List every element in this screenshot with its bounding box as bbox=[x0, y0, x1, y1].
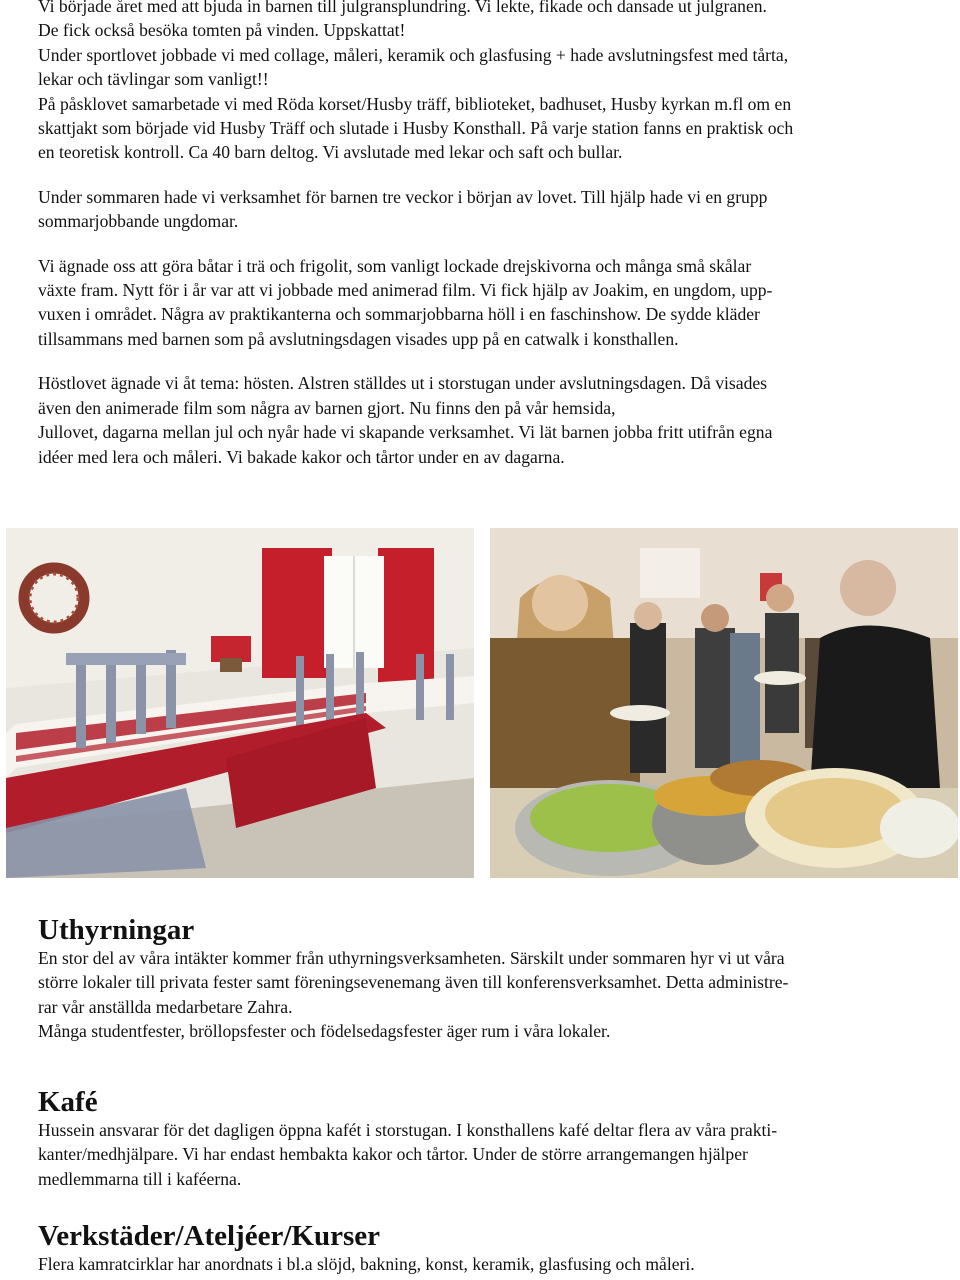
section-heading: Kafé bbox=[38, 1086, 98, 1118]
text-line: växte fram. Nytt för i år var att vi jobbade med animerad film. Vi fick hjälp av Joakim, en ungdom, upp- bbox=[38, 280, 773, 301]
intro-paragraph-1 bbox=[38, 0, 920, 165]
text-line: idéer med lera och måleri. Vi bakade kakor och tårtor under en av dagarna. bbox=[38, 446, 565, 467]
text-line: större lokaler till privata fester samt föreningsevenemang även till konferensverksamhet. Detta administre- bbox=[38, 972, 789, 993]
section-uthyrningar bbox=[38, 914, 920, 1044]
intro-paragraph-2 bbox=[38, 185, 920, 234]
text-line: rar vår anställda medarbetare Zahra. bbox=[38, 996, 293, 1017]
section-verkstader bbox=[38, 1220, 920, 1276]
text-line: sommarjobbande ungdomar. bbox=[38, 211, 239, 232]
text-line: lekar och tävlingar som vanligt!! bbox=[38, 69, 269, 90]
text-line: vuxen i området. Några av praktikanterna och sommarjobbarna höll i en faschinshow. De sydde kläder bbox=[38, 304, 760, 325]
section-heading: Uthyrningar bbox=[38, 914, 195, 946]
text-line: Jullovet, dagarna mellan jul och nyår hade vi skapande verksamhet. Vi lät barnen jobba fritt utifrån egna bbox=[38, 422, 773, 443]
section-body bbox=[38, 1118, 920, 1191]
text-line: Flera kamratcirklar har anordnats i bl.a slöjd, bakning, konst, keramik, glasfusing och måleri. bbox=[38, 1254, 695, 1274]
intro-text bbox=[38, 0, 920, 469]
text-line: tillsammans med barnen som på avslutningsdagen visades upp på en catwalk i konsthallen. bbox=[38, 328, 679, 349]
section-body bbox=[38, 946, 920, 1044]
dining-room-photo bbox=[6, 528, 474, 878]
text-line: Under sommaren hade vi verksamhet för barnen tre veckor i början av lovet. Till hjälp hade vi en grupp bbox=[38, 186, 768, 207]
text-line: Hussein ansvarar för det dagligen öppna kafét i storstugan. I konsthallens kafé deltar flera av våra prakti- bbox=[38, 1120, 778, 1140]
text-line: Vi började året med att bjuda in barnen till julgransplundring. Vi lekte, fikade och dansade ut julgranen. bbox=[38, 0, 767, 16]
text-line: På påsklovet samarbetade vi med Röda korset/Husby träff, biblioteket, badhuset, Husby kyrkan m.fl om en bbox=[38, 93, 792, 114]
text-line: kanter/medhjälpare. Vi har endast hembakta kakor och tårtor. Under de större arrangemangen hjälper bbox=[38, 1144, 748, 1165]
intro-paragraph-3 bbox=[38, 254, 920, 352]
text-line: även den animerade film som några av barnen gjort. Nu finns den på vår hemsida, bbox=[38, 397, 616, 418]
buffet-party-photo bbox=[490, 528, 958, 878]
section-body bbox=[38, 1252, 920, 1276]
text-line: Många studentfester, bröllopsfester och födelsedagsfester äger rum i våra lokaler. bbox=[38, 1021, 611, 1042]
text-line: medlemmarna till i kaféerna. bbox=[38, 1168, 242, 1189]
section-heading: Verkstäder/Ateljéer/Kurser bbox=[38, 1220, 380, 1252]
text-line: En stor del av våra intäkter kommer från uthyrningsverksamheten. Särskilt under sommaren hyr vi ut våra bbox=[38, 948, 785, 968]
text-line: De fick också besöka tomten på vinden. Uppskattat! bbox=[38, 20, 406, 41]
text-line: Under sportlovet jobbade vi med collage, måleri, keramik och glasfusing + hade avslutningsfest med tårta, bbox=[38, 44, 789, 65]
section-kafe bbox=[38, 1086, 920, 1191]
text-line: skattjakt som började vid Husby Träff och slutade i Husby Konsthall. På varje station fanns en praktisk och bbox=[38, 118, 794, 139]
intro-paragraph-4 bbox=[38, 371, 920, 469]
text-line: en teoretisk kontroll. Ca 40 barn deltog. Vi avslutade med lekar och saft och bullar. bbox=[38, 142, 623, 163]
text-line: Höstlovet ägnade vi åt tema: hösten. Alstren ställdes ut i storstugan under avslutningsdagen. Då visades bbox=[38, 373, 768, 394]
text-line: Vi ägnade oss att göra båtar i trä och frigolit, som vanligt lockade drejskivorna och många små skålar bbox=[38, 255, 752, 276]
